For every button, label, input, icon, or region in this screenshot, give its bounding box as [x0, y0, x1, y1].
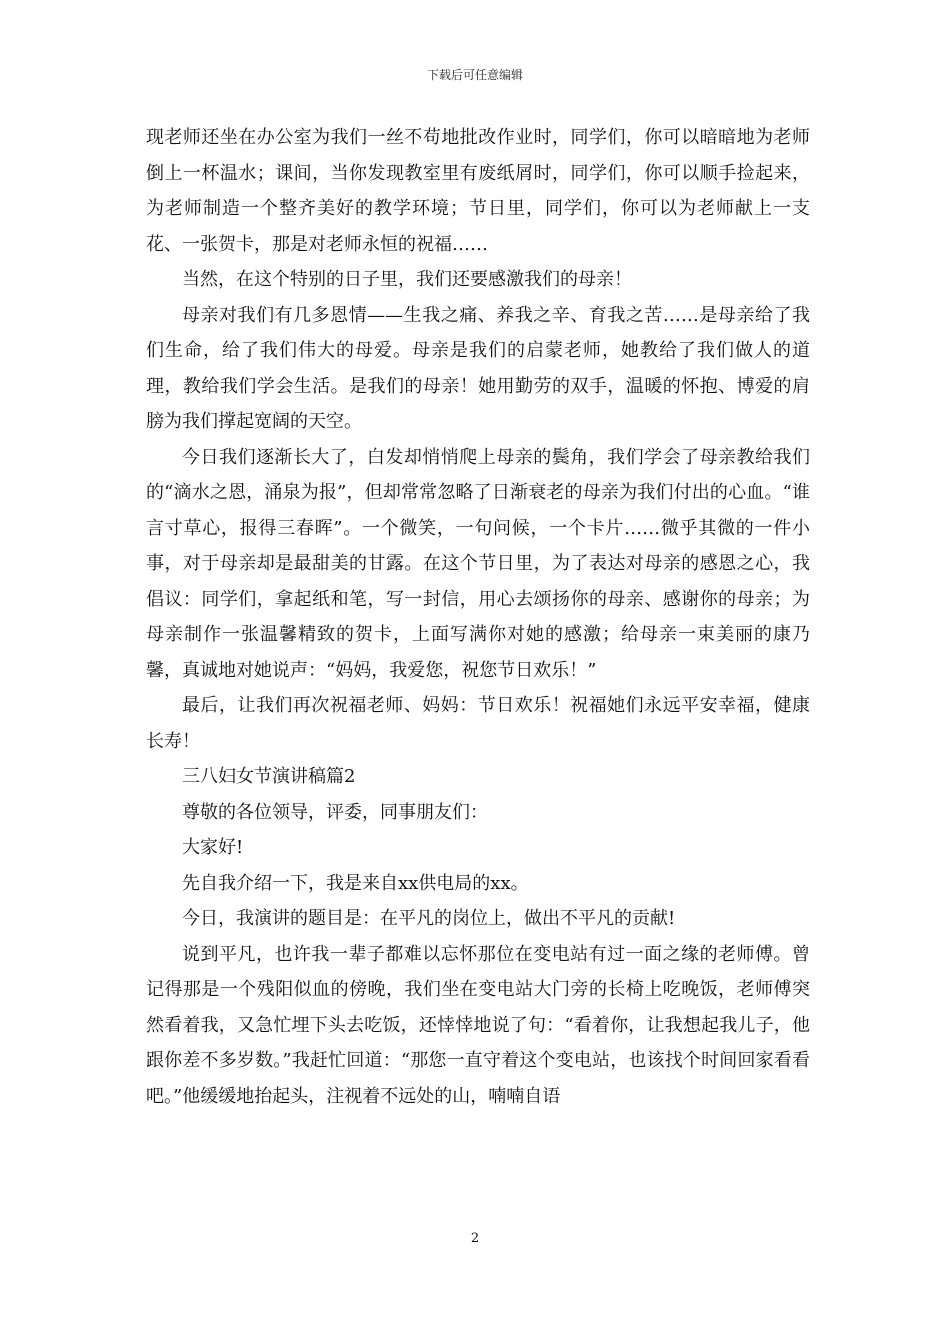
paragraph-proposal: 今日我们逐渐长大了，白发却悄悄爬上母亲的鬓角，我们学会了母亲教给我们的“滴水之恩，涌泉为报”，但却常常忽略了日渐衰老的母亲为我们付出的心血。“谁言寸草心，报得三春晖”。一个微笑，一句问候，一个卡片……微乎其微的一件小事，对于母亲却是最甜美的甘露。在这个节日里，为了表达对母亲的感恩之心，我倡议：同学们，拿起纸和笔，写一封信，用心去颂扬你的母亲、感谢你的母亲；为母亲制作一张温馨精致的贺卡，上面写满你对她的感激；给母亲一束美丽的康乃馨，真诚地对她说声：“妈妈，我爱您，祝您节日欢乐！” — [146, 446, 810, 681]
paragraph-closing-wishes: 最后，让我们再次祝福老师、妈妈：节日欢乐！祝福她们永远平安幸福，健康长寿！ — [146, 695, 810, 752]
salutation: 尊敬的各位领导，评委，同事朋友们： — [182, 801, 488, 823]
paragraph-mother-kindness: 母亲对我们有几多恩情——生我之痛、养我之辛、育我之苦……是母亲给了我们生命，给了我们伟大的母爱。母亲是我们的启蒙老师，她教给了我们做人的道理，教给我们学会生活。是我们的母亲！她用勤劳的双手，温暖的怀抱、博爱的肩膀为我们撑起宽阔的天空。 — [146, 304, 810, 432]
section-title-speech-2: 三八妇女节演讲稿篇2 — [182, 766, 356, 787]
page-header: 下载后可任意编辑 — [426, 68, 523, 82]
greeting: 大家好! — [182, 837, 244, 858]
document-body — [146, 120, 810, 1114]
paragraph-old-master: 说到平凡，也许我一辈子都难以忘怀那位在变电站有过一面之缘的老师傅。曾记得那是一个残阳似血的傍晚，我们坐在变电站大门旁的长椅上吃晚饭，老师傅突然看着我，又急忙埋下头去吃饭，还悻悻地说了句：“看着你，让我想起我儿子，他跟你差不多岁数。”我赶忙回道：“那您一直守着这个变电站，也该找个时间回家看看吧。”他缓缓地抬起头，注视着不远处的山，喃喃自语 — [146, 943, 810, 1107]
self-introduction: 先自我介绍一下，我是来自xx供电局的xx。 — [182, 872, 529, 894]
paragraph-thank-mother: 当然，在这个特别的日子里，我们还要感激我们的母亲！ — [182, 269, 632, 290]
paragraph-teacher-care: 现老师还坐在办公室为我们一丝不苟地批改作业时，同学们，你可以暗暗地为老师倒上一杯温水；课间，当你发现教室里有废纸屑时，同学们，你可以顺手捡起来，为老师制造一个整齐美好的教学环境；节日里，同学们，你可以为老师献上一支花、一张贺卡，那是对老师永恒的祝福…… — [146, 127, 810, 255]
speech-topic: 今日，我演讲的题目是：在平凡的岗位上，做出不平凡的贡献! — [182, 908, 676, 929]
page-number: 2 — [470, 1231, 480, 1246]
